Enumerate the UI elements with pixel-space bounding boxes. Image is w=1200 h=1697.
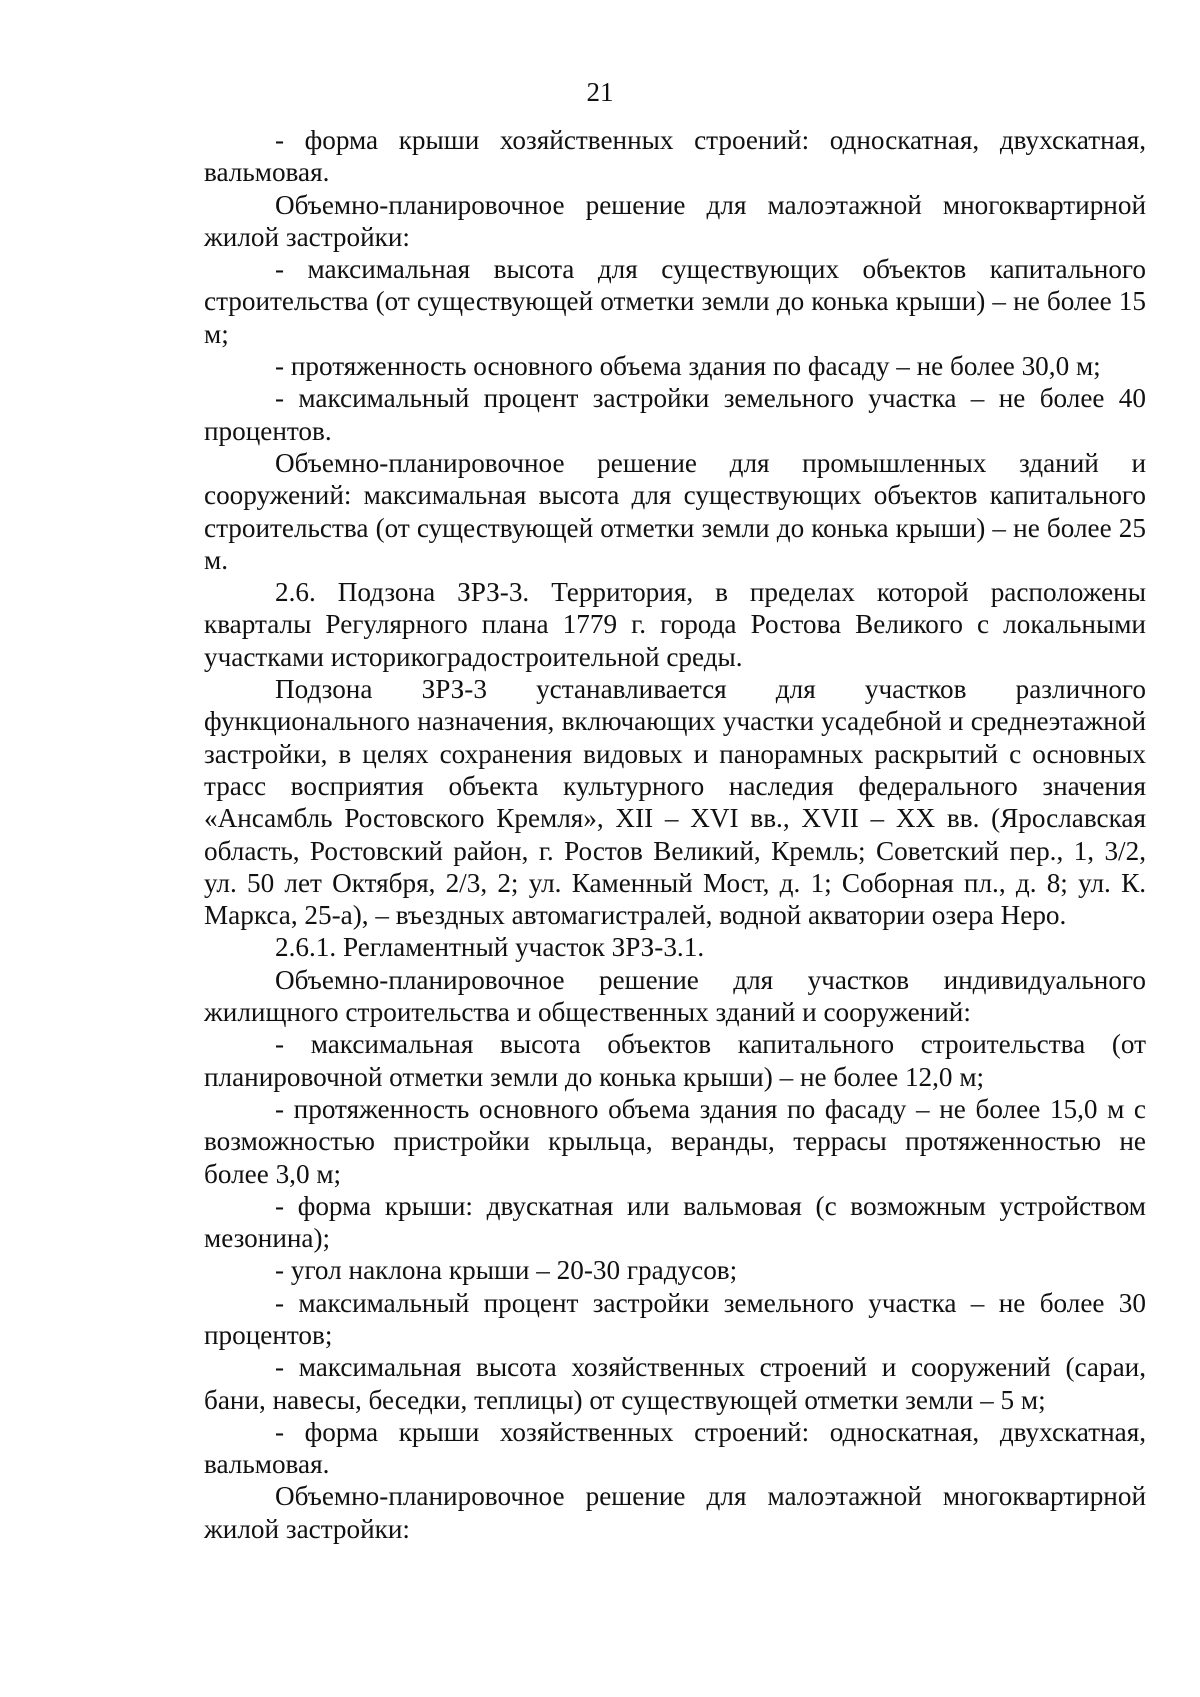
paragraph-section-heading: 2.6.1. Регламентный участок ЗРЗ-3.1.: [275, 932, 705, 963]
paragraph-roof-shape-outbuildings-2: - форма крыши хозяйственных строений: односкатная, двухскатная, вальмовая.: [204, 1416, 1146, 1480]
document-body: [204, 124, 1146, 1545]
paragraph-roof-shape-outbuildings: - форма крыши хозяйственных строений: односкатная, двухскатная, вальмовая.: [204, 125, 1146, 188]
paragraph-roof-shape: - форма крыши: двускатная или вальмовая (с возможным устройством мезонина);: [204, 1190, 1146, 1254]
paragraph-build-percent: - максимальный процент застройки земельного участка – не более 40 процентов.: [204, 383, 1146, 446]
paragraph-subzone-heading: 2.6. Подзона ЗРЗ-3. Территория, в пределах которой расположены кварталы Регулярного плана 1779 г. города Ростова Великого с локальными участками историкоградостроительной среды.: [204, 577, 1146, 672]
paragraph-outbuilding-height: - максимальная высота хозяйственных строений и сооружений (сараи, бани, навесы, беседки, теплицы) от существующей отметки земли – 5 м;: [204, 1352, 1146, 1415]
paragraph-build-percent-30: - максимальный процент застройки земельного участка – не более 30 процентов;: [204, 1287, 1146, 1350]
paragraph-individual-heading: Объемно-планировочное решение для участков индивидуального жилищного строительства и общественных зданий и сооружений:: [204, 964, 1146, 1028]
paragraph-low-rise-heading-2: Объемно-планировочное решение для малоэтажной многоквартирной жилой застройки:: [204, 1481, 1146, 1544]
paragraph-max-height-existing: - максимальная высота для существующих объектов капитального строительства (от существующей отметки земли до конька крыши) – не более 15 м;: [204, 254, 1146, 349]
paragraph-facade-length: - протяженность основного объема здания по фасаду – не более 30,0 м;: [275, 351, 1101, 382]
paragraph-roof-angle: - угол наклона крыши – 20-30 градусов;: [275, 1255, 738, 1286]
paragraph-max-height-planned: - максимальная высота объектов капитального строительства (от планировочной отметки земли до конька крыши) – не более 12,0 м;: [204, 1029, 1146, 1092]
paragraph-facade-length-extension: - протяженность основного объема здания по фасаду – не более 15,0 м с возможностью пристройки крыльца, веранды, террасы протяженностью не более 3,0 м;: [204, 1093, 1146, 1189]
paragraph-industrial: Объемно-планировочное решение для промышленных зданий и сооружений: максимальная высота для существующих объектов капитального строительства (от существующей отметки земли до конька крыши) – не более 25 м.: [204, 447, 1146, 575]
page-number: 21: [586, 77, 614, 107]
paragraph-subzone-description: Подзона ЗРЗ-3 устанавливается для участков различного функционального назначения, включающих участки усадебной и среднеэтажной застройки, в целях сохранения видовых и панорамных раскрытий с основных трасс восприятия объекта культурного наследия федерального значения «Ансамбль Ростовского Кремля», XII – XVI вв., XVII – XX вв. (Ярославская область, Ростовский район, г. Ростов Великий, Кремль; Советский пер., 1, 3/2, ул. 50 лет Октября, 2/3, 2; ул. Каменный Мост, д. 1; Соборная пл., д. 8; ул. К. Маркса, 25-а), – въездных автомагистралей, водной акватории озера Неро.: [204, 674, 1146, 931]
paragraph-low-rise-heading: Объемно-планировочное решение для малоэтажной многоквартирной жилой застройки:: [204, 189, 1146, 252]
